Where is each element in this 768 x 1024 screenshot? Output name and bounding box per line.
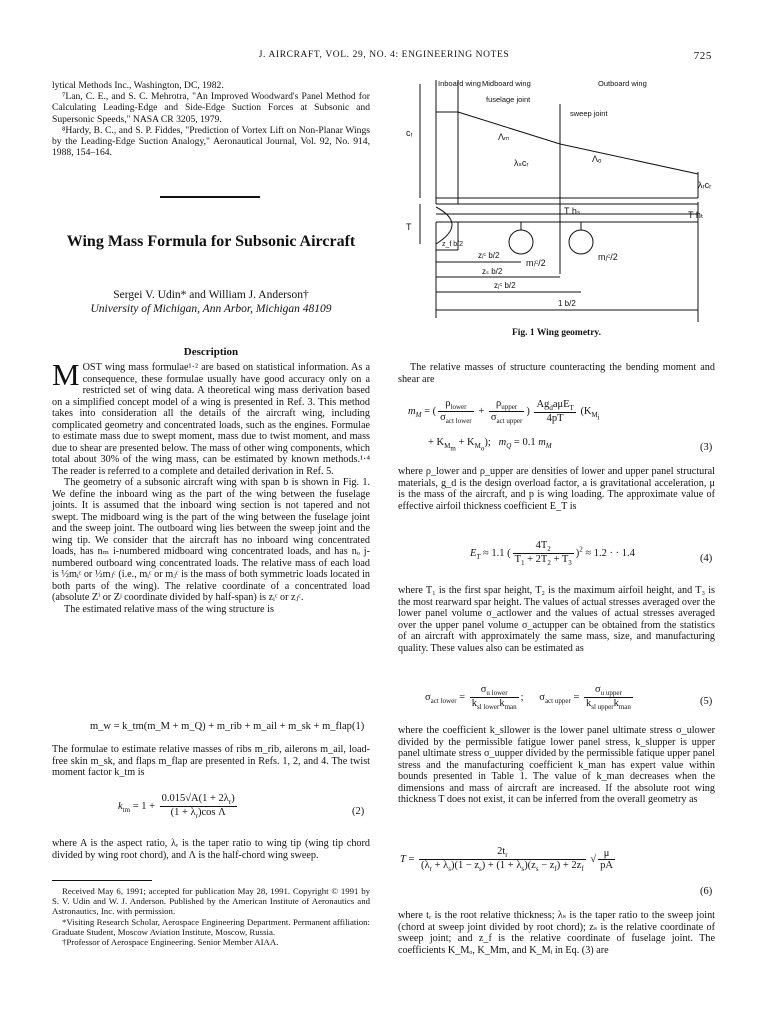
- fig-label-fuselage-joint: fuselage joint: [486, 95, 531, 104]
- body-paragraph: where ρ_lower and ρ_upper are densities of lower and upper panel structural materials, g_d is the design overload factor, a is gravitational acceleration, μ is the mass of the aircraft, and p is wing loading. The approximate value of effective airfoil thickness coefficient E_T is: [398, 466, 715, 512]
- right-column-text-2: [398, 466, 715, 512]
- body-paragraph: The geometry of a subsonic aircraft wing with span b is shown in Fig. 1. We define the inboard wing as the part of the wing between the fuselage joints. It is assumed that the inboard wing section is not tapered and not swept. The midboard wing is the part of the wing between the fuselage joint and the sweep joint. The outboard wing lies between the sweep joint and the wing tip. We consider that the aircraft has no inboard wing concentrated loads, has nₘ i-numbered midboard wing concentrated loads, and has nₒ j-numbered outboard wing concentrated loads. The relative mass of each load is ½mᵢᶜ or ½mⱼᶜ (i.e., mᵢᶜ or mⱼᶜ is the mass of both symmetric loads located in both parts of the wing). The relative coordinate of a concentrated load (absolute Zⁱ or Zʲ coordinate divided by half-span) is zᵢᶜ or zⱼᶜ.: [52, 477, 370, 603]
- section-divider: [160, 196, 260, 198]
- references-continued: [52, 80, 370, 158]
- reference-item: ⁸Hardy, B. C., and S. P. Fiddes, "Prediction of Vortex Lift on Non-Planar Wings by the Leading-Edge Suction Analogy," Aeronautical Journal, Vol. 92, No. 914, 1988, 154–164.: [52, 124, 370, 159]
- body-paragraph: where T₁ is the first spar height, T₂ is the maximum airfoil height, and T₃ is the most rearward spar height. The values of actual stresses averaged over the lower panel volume σ_actlower and the values of actual stresses averaged over the upper panel volume σ_actupper can be obtained from the statistics of an aircraft with approximately the same mass, size, and manufacturing quality. These values also can be estimated as: [398, 585, 715, 654]
- body-paragraph: The relative masses of structure counteracting the bending moment and shear are: [398, 362, 715, 385]
- equation-1: m_w = k_tm(m_M + m_Q) + m_rib + m_ail + m_sk + m_flap: [90, 721, 352, 732]
- equation-3: $m_M$ = ( $\frac{\rho_{lower}}{\sigma_{act lower}}$ + $\frac{\rho_{upper}}{\sigma_{act upper}}$ ) $\frac{Ag_da\mu E_T}{4pT}$ ($K_{M_i}$ + $K_{M_m} + K_{M_o}$); $m_Q = 0.1$ $m_M$: [408, 398, 600, 453]
- footnote-item: †Professor of Aerospace Engineering. Senior Member AIAA.: [62, 937, 279, 948]
- author-affiliation: University of Michigan, Ann Arbor, Michigan 48109: [90, 303, 332, 315]
- fig-label-zi: zᵢᶜ b/2: [478, 251, 500, 260]
- fig-label-zf: z_f b/2: [442, 241, 464, 248]
- equation-number: (6): [700, 886, 713, 897]
- body-paragraph: The formulae to estimate relative masses of ribs m_rib, ailerons m_ail, load-free skin m_sk, and flaps m_flap are presented in Refs. 1, 2, and 4. The twist moment factor k_tm is: [52, 744, 370, 778]
- fig-label-T-ht: T hₜ: [688, 210, 704, 220]
- fig-label-T: T: [406, 222, 412, 232]
- equation-number: (1): [352, 721, 365, 732]
- reference-item: lytical Methods Inc., Washington, DC, 1982.: [52, 80, 224, 91]
- fig-label-lambda-o: Λₒ: [592, 154, 602, 164]
- fig-label-mi: mᵢᶜ/2: [526, 258, 546, 268]
- fig-label-midboard: Midboard wing: [482, 79, 531, 88]
- author-names: Sergei V. Udin* and William J. Anderson†: [113, 289, 309, 301]
- body-paragraph: where the coefficient k_sllower is the lower panel ultimate stress σ_ulower divided by the permissible fatigue lower panel stress, k_slupper is upper panel ultimate stress σ_uupper divided by the permissible fatique upper panel stress and the manufacturing coefficient k_man has expert value within bounds presented in Table 1. The value of k_man decreases when the dimensions and mass of aircraft are increased. If the absolute root wing thickness T does not exist, it can be inferred from the overall geometry as: [398, 725, 715, 805]
- fig-label-T-hs: T hₛ: [564, 206, 581, 216]
- footnote-item: Received May 6, 1991; accepted for publication May 28, 1991. Copyright © 1991 by S. V. Udin and W. J. Anderson. Published by the American Institute of Aeronautics and Astronautics, Inc. with permission.: [52, 886, 370, 917]
- equation-5: $\sigma_{act lower}$ = $\frac{\sigma_{u lower}}{k_{sl lower}k_{man}}$ ; $\sigma_{act upper}$ = $\frac{\sigma_{u upper}}{k_{sl upper}k_{man}}$: [425, 684, 631, 712]
- equation-number: (5): [700, 696, 713, 707]
- article-title: Wing Mass Formula for Subsonic Aircraft: [66, 233, 356, 250]
- equation-2: $k_{tm} = 1$ + $\frac{0.015√A(1 + 2\lambda_r)}{(1 + \lambda_r)\cos \Lambda}$: [118, 793, 235, 821]
- author-block: [52, 288, 370, 316]
- left-column-text-3: [52, 838, 370, 861]
- journal-header: J. AIRCRAFT, VOL. 29, NO. 4: ENGINEERING NOTES: [258, 50, 510, 60]
- right-column-intro: [398, 362, 715, 385]
- left-column-text: [52, 357, 370, 615]
- figure-caption: Fig. 1 Wing geometry.: [511, 328, 602, 338]
- footnote-item: *Visiting Research Scholar, Aerospace Engineering Department. Permanent affiliation: Graduate Student, Moscow Aviation Institute, Moscow, Russia.: [52, 916, 370, 937]
- equation-number: (3): [700, 442, 713, 453]
- drop-cap: M: [52, 357, 80, 392]
- running-header: [0, 50, 768, 64]
- fig-label-sweep-joint: sweep joint: [570, 109, 608, 118]
- fig-label-half-span: 1 b/2: [558, 299, 576, 308]
- fig-label-mj: mⱼᶜ/2: [598, 252, 618, 262]
- body-paragraph: where tᵣ is the root relative thickness; λₛ is the taper ratio to the sweep joint (chord at sweep joint divided by root chord); zₛ is the relative coordinate of sweep joint; and z_f is the relative coordinate of fuselage joint. The coefficients K_Mₒ, K_Mm, and K_Mᵢ in Eq. (3) are: [398, 910, 715, 956]
- reference-item: ⁷Lan, C. E., and S. C. Mehrotra, "An Improved Woodward's Panel Method for Calculating Leading-Edge and Side-Edge Suction Forces at Subsonic and Supersonic Speeds," NASA CR 3205, 1979.: [52, 91, 370, 125]
- body-paragraph: MOST wing mass formulae¹·² are based on statistical information. As a consequence, these formulae usually have good accuracy only on a restricted set of wing data. A theoretical wing mass derivation based on a simplified concept model of a wing is presented in Ref. 3. This method takes into consideration all the details of the aircraft wing, including complicated geometry and concentrated loads, such as the engines. Formulae to estimate mass due to swept moment, mass due to twist moment, and mass due to shear are presented below. The mass of other wing components, which total about 30% of the wing mass, can be estimated by known methods.¹·⁴ The reader is referred to a complete and detailed derivation in Ref. 5.: [52, 357, 370, 477]
- fig-label-zj: zⱼᶜ b/2: [494, 281, 516, 290]
- fig-label-lambda-s-cr: λₛcᵣ: [514, 158, 529, 168]
- fig-label-lambda-m: Λₘ: [498, 132, 510, 142]
- wing-geometry-figure: [398, 74, 718, 322]
- body-paragraph: where A is the aspect ratio, λᵣ is the taper ratio to wing tip (wing tip chord divided by wing root chord), and Λ is the half-chord wing sweep.: [52, 838, 370, 861]
- left-column-text-2: [52, 744, 370, 779]
- right-column-text-4: [398, 725, 715, 806]
- footnotes: [52, 886, 370, 947]
- fig-label-lambda-r-cr: λᵣcᵣ: [698, 180, 712, 190]
- fig-label-inboard: Inboard wing: [438, 79, 481, 88]
- right-column-text-3: [398, 585, 715, 654]
- fig-label-cr: cᵣ: [406, 128, 413, 138]
- equation-6: T = $\frac{2t_r}{(\lambda_r + \lambda_s)(1 - z_s) + (1 + \lambda_s)(z_s - z_f) + 2z_f}$ √ $\frac{\mu}{pA}$: [400, 846, 613, 874]
- equation-4: $E_T \approx 1.1$ ( $\frac{4T_2}{T_1 + 2T_2 + T_3}$ )$^2$ ≈ 1.2 · · 1.4: [470, 540, 635, 568]
- page-number: 725: [693, 50, 712, 62]
- right-column-text-5: [398, 910, 715, 956]
- fig-label-zs: zₛ b/2: [482, 267, 503, 276]
- footnote-rule: [52, 880, 152, 881]
- equation-number: (2): [352, 806, 365, 817]
- fig-label-outboard: Outboard wing: [598, 79, 647, 88]
- body-paragraph: The estimated relative mass of the wing structure is: [64, 603, 274, 615]
- section-heading: Description: [183, 346, 239, 358]
- equation-number: (4): [700, 553, 713, 564]
